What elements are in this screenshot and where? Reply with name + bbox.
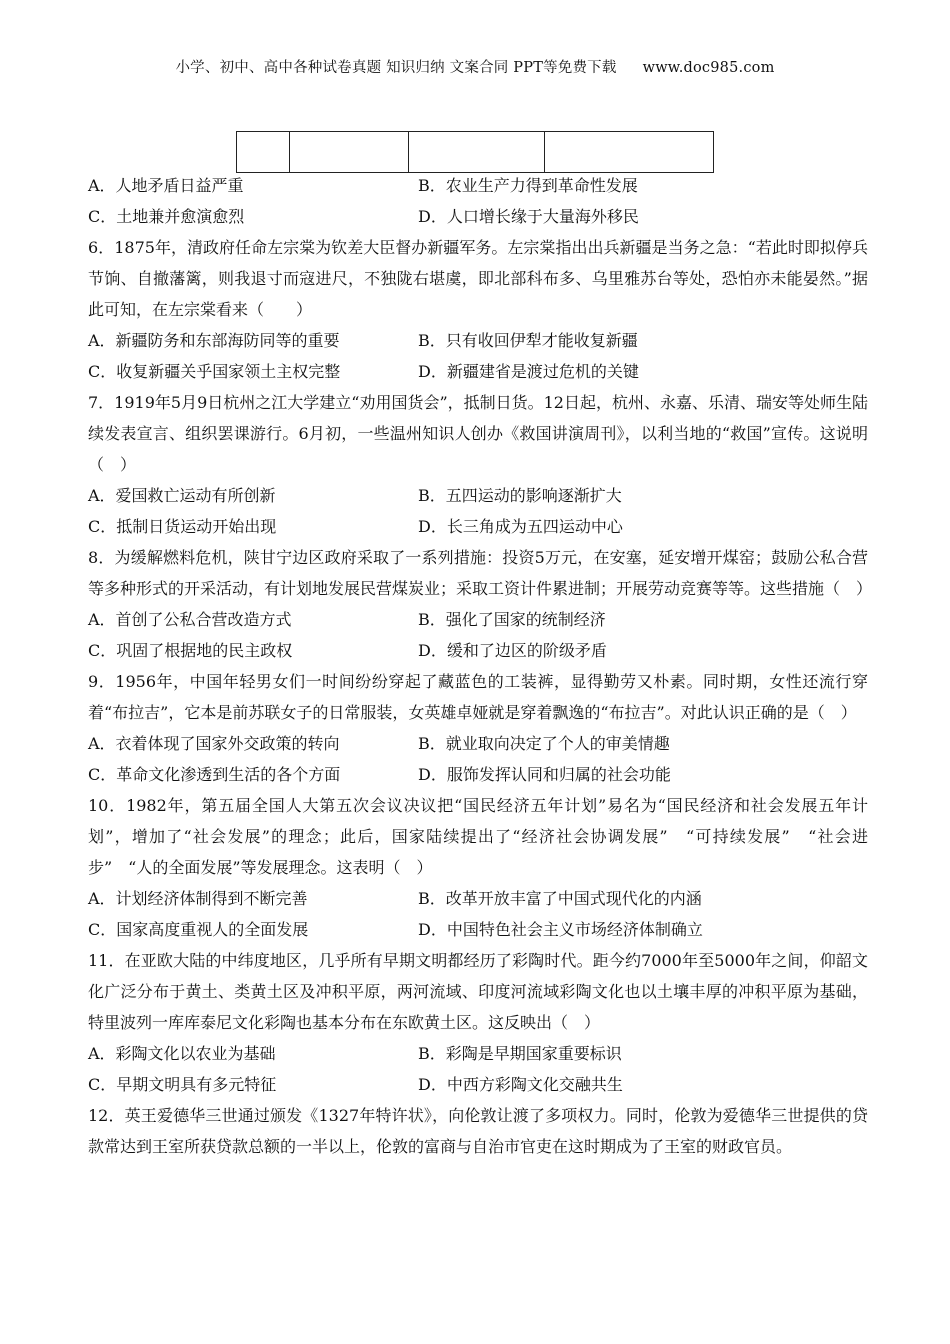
table-cell: [237, 132, 290, 173]
option-a[interactable]: A．首创了公私合营改造方式: [88, 610, 292, 629]
option-d[interactable]: D．服饰发挥认同和归属的社会功能: [418, 765, 671, 784]
q7-options-row-1: [88, 480, 868, 511]
q7-options-row-2: [88, 511, 868, 542]
option-b[interactable]: B．只有收回伊犁才能收复新疆: [418, 331, 638, 350]
q8-options-row-2: [88, 635, 868, 666]
option-b[interactable]: B．彩陶是早期国家重要标识: [418, 1044, 622, 1063]
q10-options-row-2: [88, 914, 868, 945]
option-c[interactable]: C．国家高度重视人的全面发展: [88, 920, 309, 939]
option-d[interactable]: D．中国特色社会主义市场经济体制确立: [418, 920, 703, 939]
q6-options-row-1: [88, 325, 868, 356]
q5-table-remnant: [236, 131, 714, 173]
header-site-link[interactable]: www.doc985.com: [642, 60, 775, 76]
q10-options-row-1: [88, 883, 868, 914]
option-a[interactable]: A．计划经济体制得到不断完善: [88, 889, 308, 908]
question-10-stem: 10．1982年，第五届全国人大第五次会议决议把“国民经济五年计划”易名为“国民经济和社会发展五年计划”，增加了“社会发展”的理念；此后，国家陆续提出了“经济社会协调发展” “可持续发展” “社会进步” “人的全面发展”等发展理念。这表明（ ）: [88, 796, 868, 877]
option-d[interactable]: D．缓和了边区的阶级矛盾: [418, 641, 607, 660]
option-b[interactable]: B．农业生产力得到革命性发展: [418, 176, 638, 195]
option-c[interactable]: C．早期文明具有多元特征: [88, 1075, 277, 1094]
question-list: [88, 170, 873, 1162]
q5-options-row-1: [88, 170, 868, 201]
table-cell: [290, 132, 409, 173]
question-8-stem: 8．为缓解燃料危机，陕甘宁边区政府采取了一系列措施：投资5万元，在安塞，延安增开煤窑；鼓励公私合营等多种形式的开采活动，有计划地发展民营煤炭业；采取工资计件累进制；开展劳动竞赛等等。这些措施（ ）: [88, 548, 873, 598]
option-a[interactable]: A．人地矛盾日益严重: [88, 176, 244, 195]
option-b[interactable]: B．五四运动的影响逐渐扩大: [418, 486, 622, 505]
question-6-stem: 6．1875年，清政府任命左宗棠为钦差大臣督办新疆军务。左宗棠指出出兵新疆是当务之急：“若此时即拟停兵节饷、自撤藩篱，则我退寸而寇进尺，不独陇右堪虞，即北部科布多、乌里雅苏台等处，恐怕亦未能晏然。”据此可知，在左宗棠看来（ ）: [88, 238, 868, 319]
q8-options-row-1: [88, 604, 868, 635]
page-header: [0, 56, 950, 77]
table-cell: [409, 132, 545, 173]
q11-options-row-1: [88, 1038, 868, 1069]
q11-options-row-2: [88, 1069, 868, 1100]
option-b[interactable]: B．改革开放丰富了中国式现代化的内涵: [418, 889, 702, 908]
option-d[interactable]: D．长三角成为五四运动中心: [418, 517, 623, 536]
table-cell: [545, 132, 714, 173]
option-c[interactable]: C．革命文化渗透到生活的各个方面: [88, 765, 341, 784]
option-c[interactable]: C．巩固了根据地的民主政权: [88, 641, 293, 660]
option-d[interactable]: D．中西方彩陶文化交融共生: [418, 1075, 623, 1094]
option-b[interactable]: B．强化了国家的统制经济: [418, 610, 606, 629]
question-12-stem: 12．英王爱德华三世通过颁发《1327年特许状》，向伦敦让渡了多项权力。同时，伦敦为爱德华三世提供的贷款常达到王室所获贷款总额的一半以上，伦敦的富商与自治市官吏在这时期成为了王室的财政官员。: [88, 1106, 868, 1156]
q9-options-row-2: [88, 759, 868, 790]
option-a[interactable]: A．彩陶文化以农业为基础: [88, 1044, 276, 1063]
option-a[interactable]: A．爱国救亡运动有所创新: [88, 486, 276, 505]
question-7-stem: 7．1919年5月9日杭州之江大学建立“劝用国货会”，抵制日货。12日起，杭州、永嘉、乐清、瑞安等处师生陆续发表宣言、组织罢课游行。6月初，一些温州知识人创办《救国讲演周刊》，以利当地的“救国”宣传。这说明（ ）: [88, 393, 868, 474]
option-c[interactable]: C．土地兼并愈演愈烈: [88, 207, 245, 226]
option-c[interactable]: C．抵制日货运动开始出现: [88, 517, 277, 536]
q5-options-row-2: [88, 201, 868, 232]
question-9-stem: 9．1956年，中国年轻男女们一时间纷纷穿起了藏蓝色的工装裤，显得勤劳又朴素。同时期，女性还流行穿着“布拉吉”，它本是前苏联女子的日常服装，女英雄卓娅就是穿着飘逸的“布拉吉”。对此认识正确的是（ ）: [88, 672, 868, 722]
q6-options-row-2: [88, 356, 868, 387]
option-d[interactable]: D．人口增长缘于大量海外移民: [418, 207, 639, 226]
header-text: 小学、初中、高中各种试卷真题 知识归纳 文案合同 PPT等免费下载: [175, 60, 617, 76]
q9-options-row-1: [88, 728, 868, 759]
option-a[interactable]: A．新疆防务和东部海防同等的重要: [88, 331, 340, 350]
question-11-stem: 11．在亚欧大陆的中纬度地区，几乎所有早期文明都经历了彩陶时代。距今约7000年至5000年之间，仰韶文化广泛分布于黄土、类黄土区及冲积平原，两河流域、印度河流域彩陶文化也以土壤丰厚的冲积平原为基础，特里波列一库库泰尼文化彩陶也基本分布在东欧黄土区。这反映出（ ）: [88, 951, 868, 1032]
option-c[interactable]: C．收复新疆关乎国家领土主权完整: [88, 362, 341, 381]
option-b[interactable]: B．就业取向决定了个人的审美情趣: [418, 734, 670, 753]
option-d[interactable]: D．新疆建省是渡过危机的关键: [418, 362, 639, 381]
option-a[interactable]: A．衣着体现了国家外交政策的转向: [88, 734, 340, 753]
